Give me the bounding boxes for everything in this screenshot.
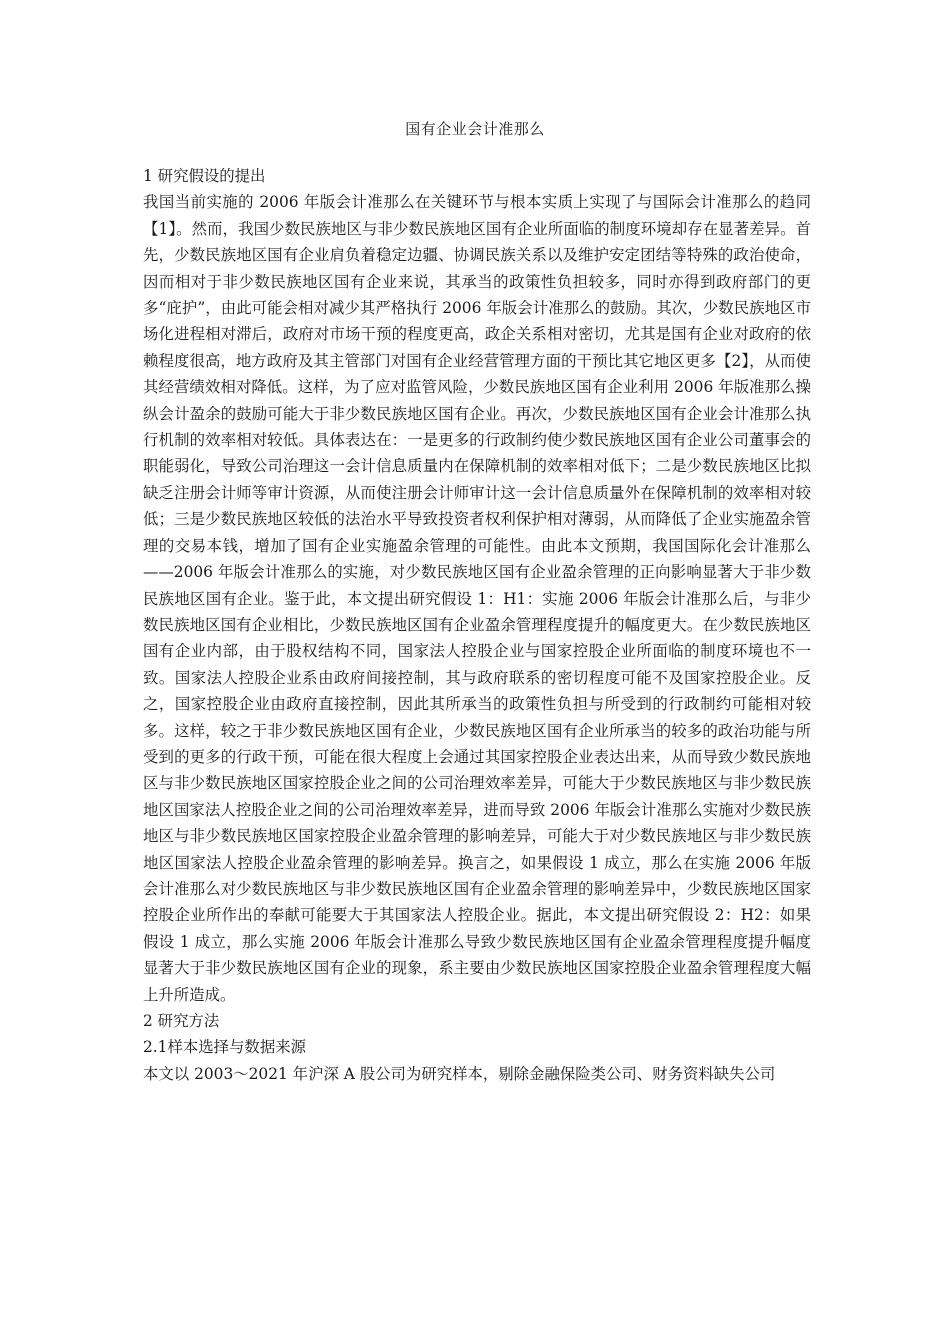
section-heading-research-method: 2 研究方法 xyxy=(143,1012,220,1030)
section-heading-research-hypothesis: 1 研究假设的提出 xyxy=(143,167,266,185)
subsection-heading-sample-data: 2.1样本选择与数据来源 xyxy=(143,1038,306,1057)
body-paragraph-sample: 本文以 2003～2021 年沪深 A 股公司为研究样本，剔除金融保险类公司、财务资料缺失公司 xyxy=(143,1064,776,1083)
document-body xyxy=(143,163,811,1087)
body-paragraph-hypothesis: 我国当前实施的 2006 年版会计准那么在关键环节与根本实质上实现了与国际会计准那么的趋同【1】。然而，我国少数民族地区与非少数民族地区国有企业所面临的制度环境却存在显著差异。首先，少数民族地区国有企业肩负着稳定边疆、协调民族关系以及维护安定团结等特殊的政治使命，因而相对于非少数民族地区国有企业来说，其承当的政策性负担较多，同时亦得到政府部门的更多“庇护”，由此可能会相对减少其严格执行 2006 年版会计准那么的鼓励。其次，少数民族地区市场化进程相对滞后，政府对市场干预的程度更高，政企关系相对密切，尤其是国有企业对政府的依赖程度很高，地方政府及其主管部门对国有企业经营管理方面的干预比其它地区更多【2】，从而使其经营绩效相对降低。这样，为了应对监管风险，少数民族地区国有企业利用 2006 年版准那么操纵会计盈余的鼓励可能大于非少数民族地区国有企业。再次，少数民族地区国有企业会计准那么执行机制的效率相对较低。具体表达在：一是更多的行政制约使少数民族地区国有企业公司董事会的职能弱化，导致公司治理这一会计信息质量内在保障机制的效率相对低下；二是少数民族地区比拟缺乏注册会计师等审计资源，从而使注册会计师审计这一会计信息质量外在保障机制的效率相对较低；三是少数民族地区较低的法治水平导致投资者权利保护相对薄弱，从而降低了企业实施盈余管理的交易本钱，增加了国有企业实施盈余管理的可能性。由此本文预期，我国国际化会计准那么——2006 年版会计准那么的实施，对少数民族地区国有企业盈余管理的正向影响显著大于非少数民族地区国有企业。鉴于此，本文提出研究假设 1：H1：实施 2006 年版会计准那么后，与非少数民族地区国有企业相比，少数民族地区国有企业盈余管理程度提升的幅度更大。在少数民族地区国有企业内部，由于股权结构不同，国家法人控股企业与国家控股企业所面临的制度环境也不一致。国家法人控股企业系由政府间接控制，其与政府联系的密切程度可能不及国家控股企业。反之，国家控股企业由政府直接控制，因此其所承当的政策性负担与所受到的行政制约可能相对较多。这样，较之于非少数民族地区国有企业，少数民族地区国有企业所承当的较多的政治功能与所受到的更多的行政干预，可能在很大程度上会通过其国家控股企业表达出来，从而导致少数民族地区与非少数民族地区国家控股企业之间的公司治理效率差异，可能大于少数民族地区与非少数民族地区国家法人控股企业之间的公司治理效率差异，进而导致 2006 年版会计准那么实施对少数民族地区与非少数民族地区国家控股企业盈余管理的影响差异，可能大于对少数民族地区与非少数民族地区国家法人控股企业盈余管理的影响差异。换言之，如果假设 1 成立，那么在实施 2006 年版会计准那么对少数民族地区与非少数民族地区国有企业盈余管理的影响差异中，少数民族地区国家控股企业所作出的奉献可能要大于其国家法人控股企业。据此，本文提出研究假设 2：H2：如果假设 1 成立，那么实施 2006 年版会计准那么导致少数民族地区国有企业盈余管理程度提升幅度显著大于非少数民族地区国有企业的现象，系主要由少数民族地区国家控股企业盈余管理程度大幅上升所造成。 xyxy=(143,193,811,1004)
document-title: 国有企业会计准那么 xyxy=(405,120,545,138)
